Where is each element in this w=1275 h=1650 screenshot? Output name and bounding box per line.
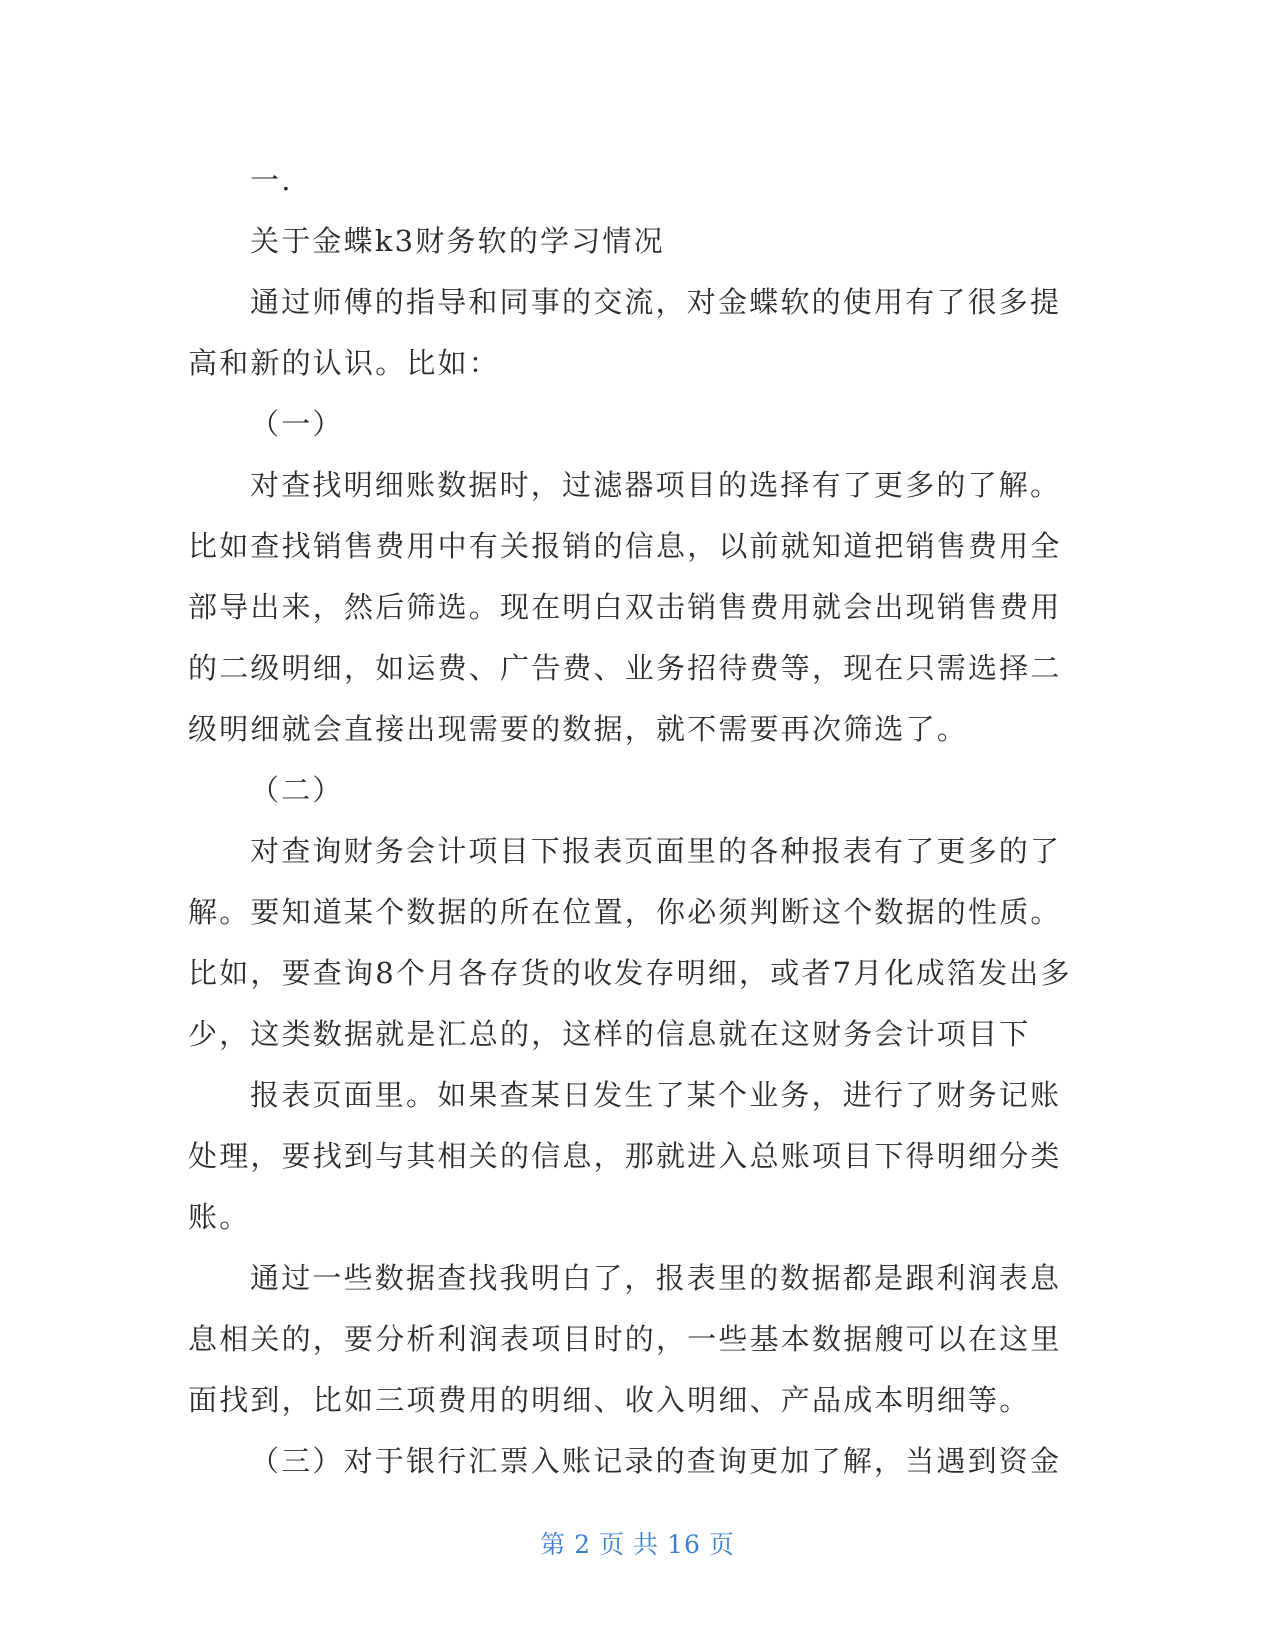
text-line: 少，这类数据就是汇总的，这样的信息就在这财务会计项目下 [188, 1017, 1031, 1051]
text-line: 通过师傅的指导和同事的交流，对金蝶软的使用有了很多提 [250, 285, 1062, 319]
text-line: 比如，要查询8个月各存货的收发存明细，或者7月化成箔发出多 [188, 956, 1072, 990]
text-line: （二） [250, 773, 344, 807]
text-line: 部导出来，然后筛选。现在明白双击销售费用就会出现销售费用 [188, 590, 1062, 624]
text-line: 息相关的，要分析利润表项目时的，一些基本数据艘可以在这里 [188, 1322, 1062, 1356]
text-line: 对查询财务会计项目下报表页面里的各种报表有了更多的了 [250, 834, 1062, 868]
text-line: （一） [250, 407, 344, 441]
text-line: 通过一些数据查找我明白了，报表里的数据都是跟利润表息 [250, 1261, 1062, 1295]
footer-total-label: 共 [633, 1530, 660, 1559]
text-line: 面找到，比如三项费用的明细、收入明细、产品成本明细等。 [188, 1383, 1031, 1417]
footer-prefix: 第 [540, 1530, 567, 1559]
footer-page-label: 页 [599, 1530, 626, 1559]
text-line: 关于金蝶k3财务软的学习情况 [250, 224, 665, 258]
page-footer [0, 1525, 1275, 1561]
text-line: 一. [250, 163, 293, 197]
text-line: 比如查找销售费用中有关报销的信息，以前就知道把销售费用全 [188, 529, 1062, 563]
text-line: 对查找明细账数据时，过滤器项目的选择有了更多的了解。 [250, 468, 1062, 502]
document-body [188, 150, 1072, 1492]
footer-suffix: 页 [708, 1530, 735, 1559]
text-line: 解。要知道某个数据的所在位置，你必须判断这个数据的性质。 [188, 895, 1062, 929]
text-line: 级明细就会直接出现需要的数据，就不需要再次筛选了。 [188, 712, 969, 746]
text-line: 报表页面里。如果查某日发生了某个业务，进行了财务记账 [250, 1078, 1062, 1112]
footer-page-number: 2 [574, 1530, 592, 1559]
text-line: 处理，要找到与其相关的信息，那就进入总账项目下得明细分类 [188, 1139, 1062, 1173]
text-line: 账。 [188, 1200, 251, 1234]
footer-total-pages: 16 [667, 1530, 701, 1559]
text-line: （三）对于银行汇票入账记录的查询更加了解，当遇到资金 [250, 1444, 1062, 1478]
text-line: 的二级明细，如运费、广告费、业务招待费等，现在只需选择二 [188, 651, 1062, 685]
text-line: 高和新的认识。比如： [188, 346, 501, 380]
